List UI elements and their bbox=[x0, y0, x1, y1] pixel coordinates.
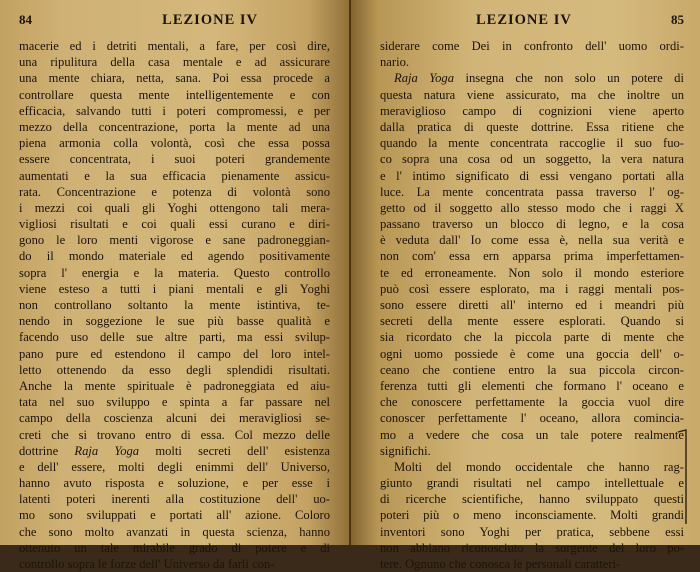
right-page bbox=[350, 0, 700, 571]
text-line: nario. bbox=[380, 55, 410, 70]
text-line: dalla pratica di queste dottrine. Essa ritiene che bbox=[380, 119, 684, 134]
text-line: te ed erroneamente. Non solo il mondo esteriore bbox=[380, 265, 684, 280]
text-line: efficacia, salvando tutti i poteri compromessi, e per bbox=[19, 103, 330, 118]
text-line: do il mondo materiale ed agendo positivamente bbox=[19, 249, 330, 264]
running-head: LEZIONE IV bbox=[476, 12, 572, 28]
text-line: ottenuto un tale mirabile grado di potere e di bbox=[19, 540, 330, 555]
text-line: di ricerche scientifiche, hanno sviluppato questi bbox=[380, 492, 684, 507]
text-line: letto ottenendo da esso degli splendidi risultati. bbox=[19, 362, 330, 377]
text-line: ogni uomo possiede è come una goccia dell' o- bbox=[380, 346, 684, 361]
running-head: LEZIONE IV bbox=[162, 12, 258, 28]
left-page-header bbox=[19, 12, 330, 38]
text-line: creti che si trovano entro di essa. Col mezzo delle bbox=[19, 427, 330, 442]
text-line: sono essere diretti all' interno ed i meandri più bbox=[380, 298, 684, 312]
text-line: una mente chiara, netta, sana. Poi essa procede a bbox=[19, 71, 330, 86]
text-line: controllare questa mente intelligentemente e con bbox=[19, 87, 330, 102]
text-line: sia ricordato che la piccola parte di mente che bbox=[380, 330, 684, 345]
text-line: mo a vedere che cosa un tale potere realmente bbox=[380, 427, 684, 442]
text-line: meraviglioso campo di cognizioni viene aperto bbox=[380, 103, 684, 118]
text-line: Molti del mondo occidentale che hanno rag- bbox=[394, 459, 684, 474]
text-line: macerie ed i detriti mentali, a fare, per così dire, bbox=[19, 39, 330, 53]
text-line: dottrine Raja Yoga molti secreti dell' esistenza bbox=[19, 443, 330, 458]
book-gutter bbox=[349, 0, 351, 545]
text-line: siderare come Dei in confronto dell' uomo ordi- bbox=[380, 39, 684, 53]
text-line: ceano che contiene entro la sua piccola circon- bbox=[380, 362, 684, 377]
text-line: non abbiano riconosciuto la sorgente del loro po- bbox=[380, 540, 684, 555]
text-line: tata nel suo sviluppo e spinta a far passare nel bbox=[19, 395, 330, 410]
text-line: poteri più o meno inconsciamente. Molti grandi bbox=[380, 508, 684, 523]
text-line: nendo in soggezione le sue più basse qualità e bbox=[19, 314, 330, 329]
text-line: controllo sopra le forze dell' Universo da farli con- bbox=[19, 557, 275, 571]
right-page-body bbox=[380, 38, 684, 572]
text-line: luce. La mente concentrata passa traverso l' og- bbox=[380, 184, 684, 199]
text-line: giunto grandi risultati nel campo intellettuale e bbox=[380, 476, 684, 491]
text-line: inventori sono Yoghi per pratica, sebbene essi bbox=[380, 524, 684, 539]
margin-pen-mark bbox=[676, 428, 694, 528]
text-line: può così essere esplorato, ma i raggi mentali pos- bbox=[380, 281, 684, 296]
text-line: quando la mente concentrata raccoglie il suo fuo- bbox=[380, 136, 684, 151]
text-line: pano pure ed estendono il campo del loro intel- bbox=[19, 346, 330, 361]
text-line: Raja Yoga insegna che non solo un potere di bbox=[394, 71, 684, 86]
text-line: che conoscere perfettamente la goccia vuol dire bbox=[380, 395, 684, 410]
text-line: viene esteso a tutti i piani mentali e gli Yoghi bbox=[19, 281, 330, 296]
text-line: aumentati e la sua efficacia pienamente assicu- bbox=[19, 168, 330, 183]
text-line: ferenza tutti gli elementi che formano l' oceano e bbox=[380, 378, 684, 393]
text-line: getto od il soggetto allo stesso modo che i raggi X bbox=[380, 200, 684, 215]
text-line: conoscer perfettamente l' oceano, allora comincia- bbox=[380, 411, 684, 426]
text-line: campo della coscienza alcuni dei meravigliosi se- bbox=[19, 411, 330, 426]
text-line: hanno avuto risposta e soluzione, e per esse i bbox=[19, 476, 330, 491]
text-line: mezzo della concentrazione, porta la mente ad una bbox=[19, 119, 330, 134]
text-line: questa natura viene assicurato, ma che inoltre un bbox=[380, 87, 684, 102]
text-line: sopra l' energia e la materia. Questo controllo bbox=[19, 265, 330, 280]
text-line: i mezzi coi quali gli Yoghi ottengono tali mera- bbox=[19, 200, 330, 215]
text-line: latenti poteri inerenti alla costituzione dell' uo- bbox=[19, 492, 330, 507]
text-line: tere. Ognuno che conosca le personali caratteri- bbox=[380, 557, 621, 571]
text-line: rata. Concentrazione e potenza di volontà sono bbox=[19, 184, 330, 199]
text-line: non controllano soltanto la mente istintiva, te- bbox=[19, 298, 330, 312]
text-line: secreti della mente essere esplorati. Quando si bbox=[380, 314, 684, 329]
text-line: significhi. bbox=[380, 443, 431, 458]
page-number: 84 bbox=[19, 12, 32, 27]
left-page bbox=[0, 0, 350, 571]
text-line: mo sono sviluppati e portati all' azione. Coloro bbox=[19, 508, 330, 523]
text-line: che sono molto avanzati in questa scienza, hanno bbox=[19, 524, 330, 539]
text-line: piena armonia colla volontà, così che essa possa bbox=[19, 136, 330, 151]
text-line: facendo uso delle sue altre parti, ma essi svilup- bbox=[19, 330, 330, 345]
right-page-header bbox=[380, 12, 684, 38]
text-line: passano traverso un blocco di legno, e la cosa bbox=[380, 217, 684, 232]
text-line: Anche la mente spirituale è padroneggiata ed aiu- bbox=[19, 378, 330, 393]
text-line: è veduta dall' Io come essa è, nella sua verità e bbox=[380, 233, 684, 248]
text-line: e l' intimo significato di essi vengano portati alla bbox=[380, 168, 684, 183]
text-line: e dell' essere, molti degli enimmi dell' Universo, bbox=[19, 459, 330, 474]
text-line: essere concentrata, i suoi poteri grandemente bbox=[19, 152, 330, 167]
left-page-body bbox=[19, 38, 330, 572]
text-line: non com' essa ern apparsa prima imperfettamen- bbox=[380, 249, 684, 264]
text-line: co sopra una cosa od un soggetto, la vera natura bbox=[380, 152, 684, 167]
text-line: una ripulitura della casa mentale e ad assicurare bbox=[19, 55, 330, 70]
text-line: vigliosi risultati e coi quali essi curano e diri- bbox=[19, 217, 330, 232]
text-line: gono le loro menti vigorose e sane padroneggian- bbox=[19, 233, 330, 248]
page-number: 85 bbox=[671, 12, 684, 27]
